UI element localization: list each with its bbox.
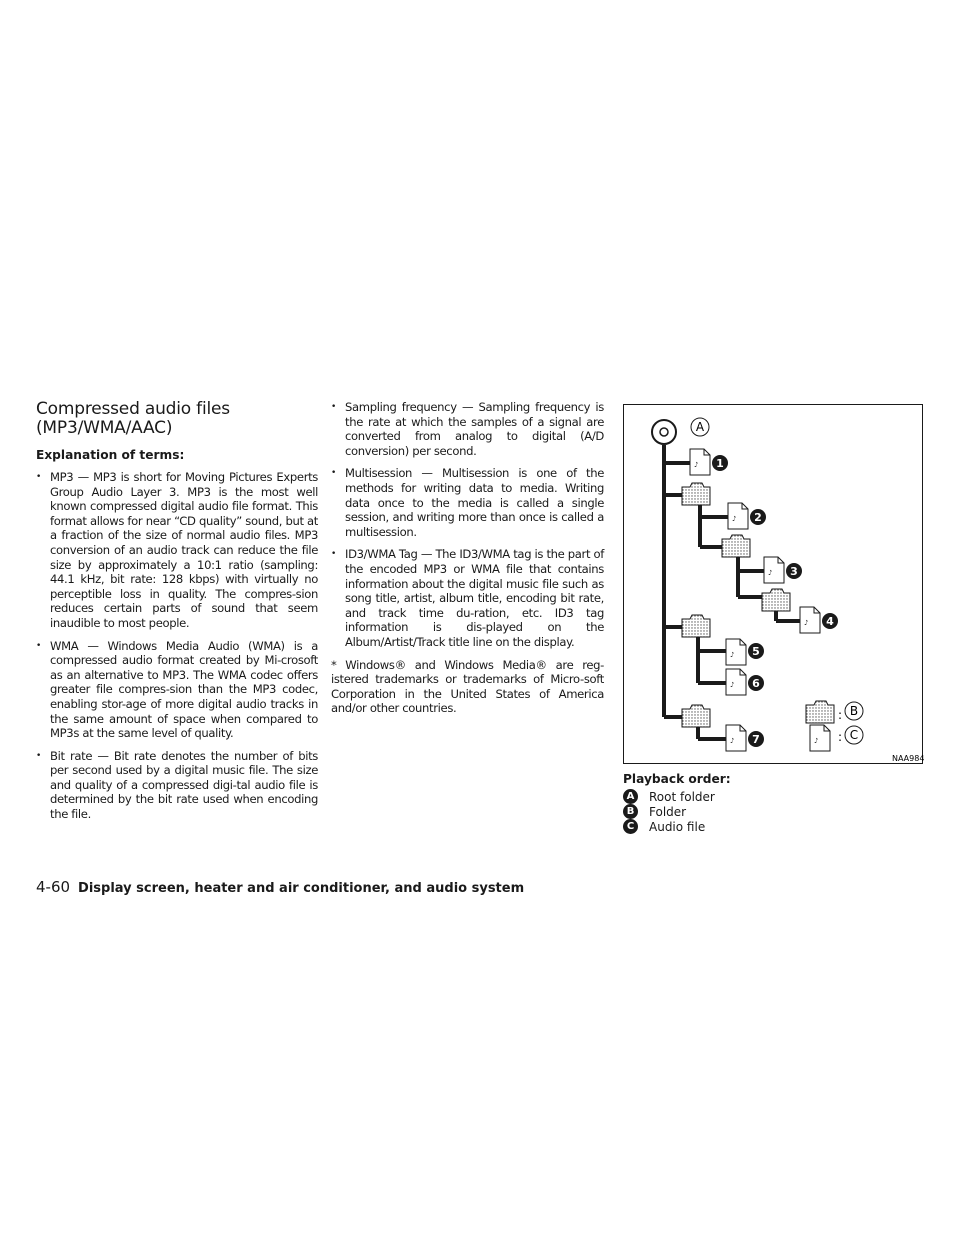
label-b: B: [849, 704, 859, 718]
legend-label: Root folder: [649, 789, 715, 804]
legend-key-b: B: [623, 804, 638, 819]
label-c: C: [849, 728, 859, 742]
bullet-id3-tag: • ID3/WMA Tag — The ID3/WMA tag is the part of the encoded MP3 or WMA file that contains information about the digital music file such as song title, artist, album title, encoding bit rate, and track time du-ration, etc. ID3 tag information is dis-played on the Album/Artist/Track title line on the display.: [331, 547, 604, 649]
legend-key-a: A: [623, 789, 638, 804]
audio-file-icon: [726, 639, 746, 665]
audio-file-icon: [800, 607, 820, 633]
figure-code: NAA984: [892, 754, 924, 763]
audio-file-icon: [690, 449, 710, 475]
column-left: [36, 400, 318, 830]
track-number-1: 1: [716, 457, 724, 470]
folder-icon: [682, 705, 710, 727]
folder-icon: [682, 615, 710, 637]
legend-item-root-folder: [623, 789, 715, 804]
legend-label: Folder: [649, 804, 687, 819]
audio-file-icon: [726, 669, 746, 695]
playback-order-title: Playback order:: [623, 772, 731, 786]
audio-file-icon: [728, 503, 748, 529]
audio-file-icon: [764, 557, 784, 583]
track-number-4: 4: [826, 615, 834, 628]
folder-tree-diagram: ♪ A 1 2 3 4 5 6 7 : B : C NAA984: [628, 417, 924, 763]
svg-text::: :: [838, 730, 843, 744]
section-title: Compressed audio files (MP3/WMA/AAC): [36, 399, 230, 438]
bullet-wma: • WMA — Windows Media Audio (WMA) is a compressed audio format created by Mi-crosoft as an alternative to MP3. The WMA codec offers greater file compres-sion than the MP3 codec, enabling stor-age of more digital audio tracks in the same amount of space when compared to MP3s at the same level of quality.: [36, 639, 318, 741]
legend-folder-icon: [806, 701, 834, 723]
track-number-7: 7: [752, 733, 760, 746]
chapter-title: Display screen, heater and air conditioner, and audio system: [78, 881, 525, 896]
legend-audio-file-icon: [810, 725, 830, 751]
legend-label: Audio file: [649, 819, 706, 834]
bullet-multisession: • Multisession — Multisession is one of the methods for writing data to media. Writing data once to the media is called a single session, and writing more than once is called a multisession.: [331, 466, 604, 539]
column-middle: [331, 400, 604, 716]
folder-icon: [762, 589, 790, 611]
folder-icon: [722, 535, 750, 557]
bullet-bit-rate: • Bit rate — Bit rate denotes the number of bits per second used by a digital music file. The size and quality of a compressed digi-tal audio file is determined by the bit rate used when encoding the file.: [36, 749, 318, 822]
legend-item-audio-file: [623, 819, 705, 834]
label-a: A: [695, 420, 705, 434]
track-number-2: 2: [754, 511, 762, 524]
folder-icon: [682, 483, 710, 505]
subheading-explanation: Explanation of terms:: [36, 448, 185, 462]
track-number-5: 5: [752, 645, 760, 658]
page-number: 4-60: [36, 878, 71, 896]
track-number-6: 6: [752, 677, 760, 690]
legend-item-folder: [623, 804, 686, 819]
legend-key-c: C: [623, 819, 638, 834]
trademark-note: * Windows® and Windows Media® are reg-istered trademarks or trademarks of Micro-soft Corporation in the United States of America and/or other countries.: [331, 657, 604, 716]
track-number-3: 3: [790, 565, 798, 578]
bullet-mp3: • MP3 — MP3 is short for Moving Pictures Experts Group Audio Layer 3. MP3 is the most well known compressed digital audio file format. This format allows for near “CD quality” sound, but at a fraction of the size of normal audio files. MP3 conversion of an audio track can reduce the file size by approximately a 10:1 ratio (sampling: 44.1 kHz, bit rate: 128 kbps) with virtually no perceptible loss in quality. The compres-sion reduces certain parts of sound that seem inaudible to most people.: [36, 470, 318, 631]
bullet-sampling-frequency: • Sampling frequency — Sampling frequency is the rate at which the samples of a signal are converted from analog to digital (A/D conversion) per second.: [331, 400, 604, 458]
svg-text::: :: [838, 708, 843, 722]
folder-tree-figure: [623, 404, 923, 764]
page-footer: [36, 878, 524, 896]
audio-file-icon: [726, 725, 746, 751]
